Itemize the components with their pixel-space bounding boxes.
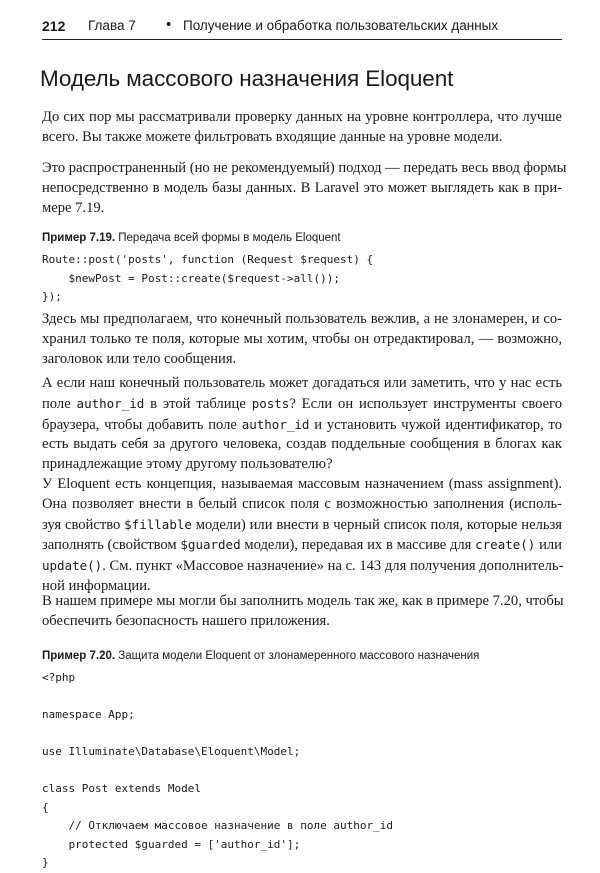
inline-code: $guarded [180, 537, 241, 553]
text-line: ной информации. [42, 577, 151, 594]
text-line: Здесь мы предполагаем, что конечный пользователь вежлив, а не злонамерен, и со- [42, 311, 562, 327]
text-line: update(). См. пункт «Массовое назначение» на с. 143 для получения дополнитель- [42, 558, 564, 575]
paragraph-our-example [42, 592, 562, 632]
inline-code: author_id [76, 395, 145, 411]
inline-code: $fillable [124, 516, 192, 532]
header-bullet: • [166, 16, 172, 33]
text-line: непосредственно в модель базы данных. В Laravel это может выглядеть как в при- [42, 179, 562, 196]
header-rule [42, 39, 562, 40]
page-number: 212 [42, 18, 66, 34]
text-line: поле author_id в этой таблице posts? Если он использует инструменты своего [42, 395, 563, 412]
chapter-label: Глава 7 [88, 18, 136, 33]
example-caption-text: Защита модели Eloquent от злонамеренного массового назначения [115, 650, 480, 662]
paragraph-assumption [42, 310, 562, 369]
text-line: обеспечить безопасность нашего приложения. [42, 612, 330, 629]
code-block-7-19: Route::post('posts', function (Request $request) { $newPost = Post::create($request->all()); }); [42, 253, 374, 303]
inline-code: posts [251, 395, 290, 411]
paragraph-mass-assignment [42, 475, 562, 597]
inline-code: update() [42, 558, 103, 574]
paragraph-attack [42, 374, 562, 475]
text-line: А если наш конечный пользователь может догадаться или заметить, что у нас есть [42, 375, 562, 391]
text-line: заголовок или тело сообщения. [42, 350, 237, 367]
example-label: Пример 7.19. [42, 232, 116, 244]
text-line: заполнять (свойством $guarded модели), передавая их в массиве для create() или [42, 537, 562, 554]
text-line: Это распространенный (но не рекомендуемый) подход — передать весь ввод формы [42, 160, 567, 176]
text-line: хранил только те поля, которые мы хотим, чтобы он отредактировал, — возможно, [42, 330, 562, 347]
text-line: всего. Вы также можете фильтровать входящие данные на уровне модели. [42, 128, 503, 145]
code-block-7-20: <?php namespace App; use Illuminate\Database\Eloquent\Model; class Post extends Model { // Отключаем массовое назначение в поле author_id protected $guarded = ['author_id']; } [42, 671, 393, 869]
example-caption-7-19 [42, 232, 341, 244]
text-line: Она позволяет внести в белый список поля с возможностью заполнения (исполь- [42, 495, 562, 512]
text-line: мере 7.19. [42, 199, 105, 216]
example-label: Пример 7.20. [42, 650, 116, 662]
text-line: В нашем примере мы могли бы заполнить модель так же, как в примере 7.20, чтобы [42, 593, 564, 609]
text-line: принадлежащие этому другому пользователю? [42, 456, 333, 473]
paragraph-approach [42, 159, 567, 218]
running-header [42, 14, 562, 38]
text-line: зуя свойство $fillable модели) или внести в черный список поля, которые нельзя [42, 516, 562, 533]
inline-code: create() [475, 537, 536, 553]
chapter-title: Получение и обработка пользовательских данных [183, 18, 499, 33]
example-caption-7-20 [42, 650, 479, 662]
example-caption-text: Передача всей формы в модель Eloquent [115, 232, 341, 244]
section-title: Модель массового назначения Eloquent [40, 66, 454, 91]
text-line: браузера, чтобы добавить поле author_id и установить чужой идентификатор, то [42, 416, 563, 433]
text-line: До сих пор мы рассматривали проверку данных на уровне контроллера, что лучше [42, 109, 562, 125]
text-line: есть выдать себя за другого человека, создав поддельные сообщения в блогах как [42, 436, 562, 453]
inline-code: author_id [241, 416, 310, 432]
paragraph-intro [42, 108, 562, 148]
text-line: У Eloquent есть концепция, называемая массовым назначением (mass assignment). [42, 476, 562, 492]
